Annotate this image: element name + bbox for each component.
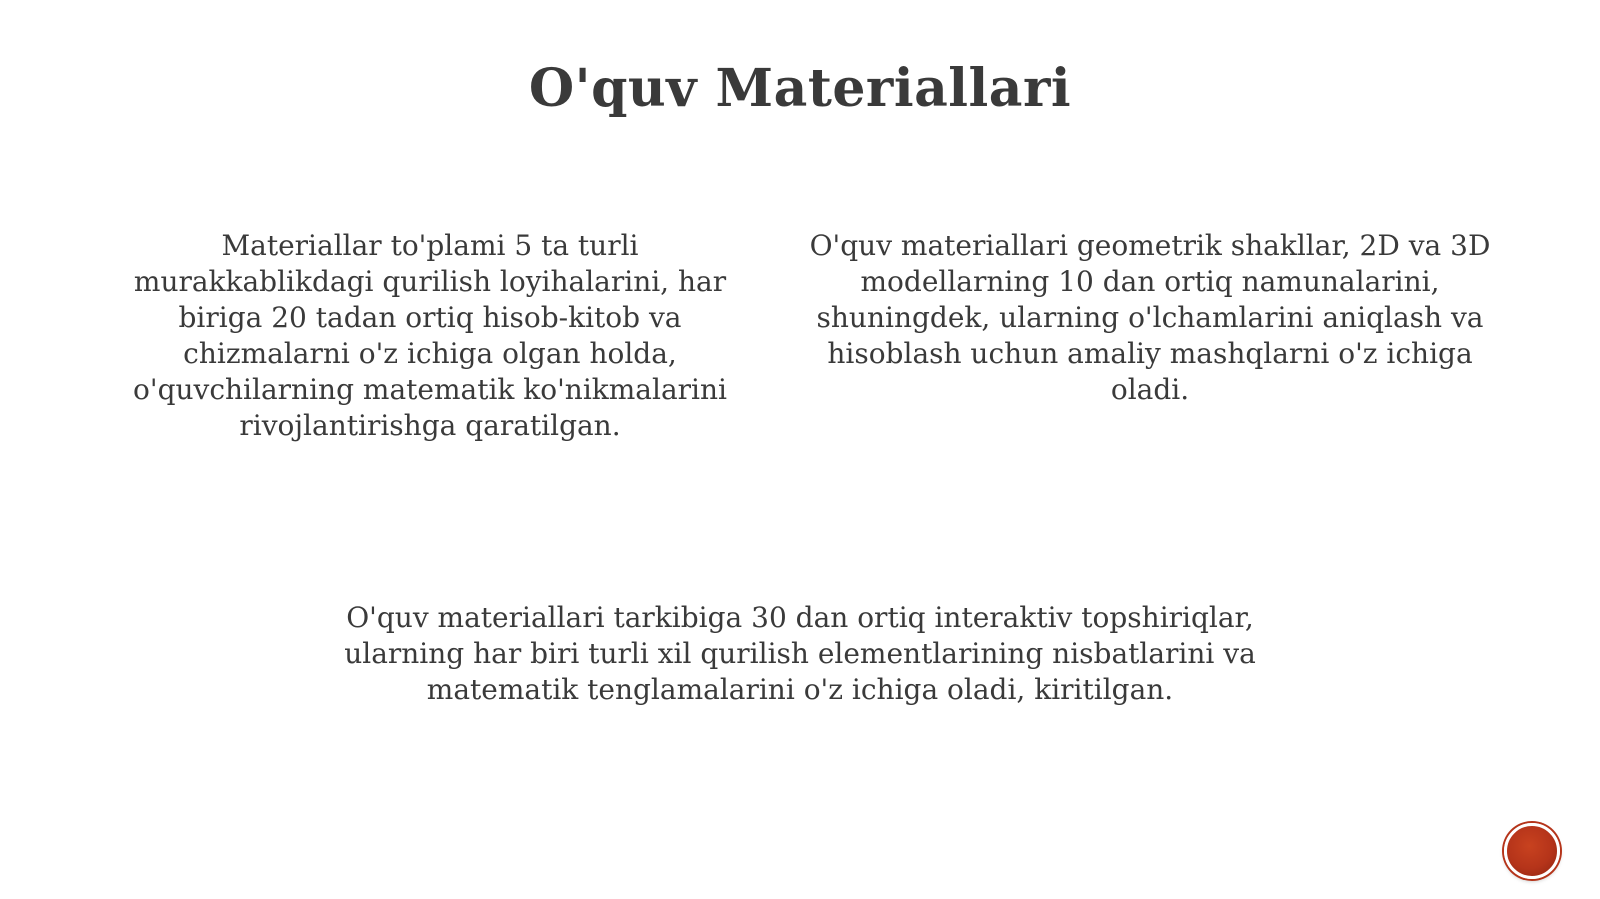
next-slide-circle-icon[interactable] [1504,823,1560,879]
text-block-right: O'quv materiallari geometrik shakllar, 2D va 3D modellarning 10 dan ortiq namunalarini, shuningdek, ularning o'lchamlarini aniqlash va hisoblash uchun amaliy mashqlarni o'z ichiga oladi. [809,229,1491,406]
slide-title: O'quv Materiallari [528,58,1072,119]
text-block-left: Materiallar to'plami 5 ta turli murakkablikdagi qurilish loyihalarini, har biriga 20 tadan ortiq hisob-kitob va chizmalarni o'z ichiga olgan holda, o'quvchilarning matematik ko'nikmalarini rivojlantirishga qaratilgan. [133,229,727,442]
text-block-bottom: O'quv materiallari tarkibiga 30 dan ortiq interaktiv topshiriqlar, ularning har biri turli xil qurilish elementlarining nisbatlarini va matematik tenglamalarini o'z ichiga oladi, kiritilgan. [344,601,1256,706]
